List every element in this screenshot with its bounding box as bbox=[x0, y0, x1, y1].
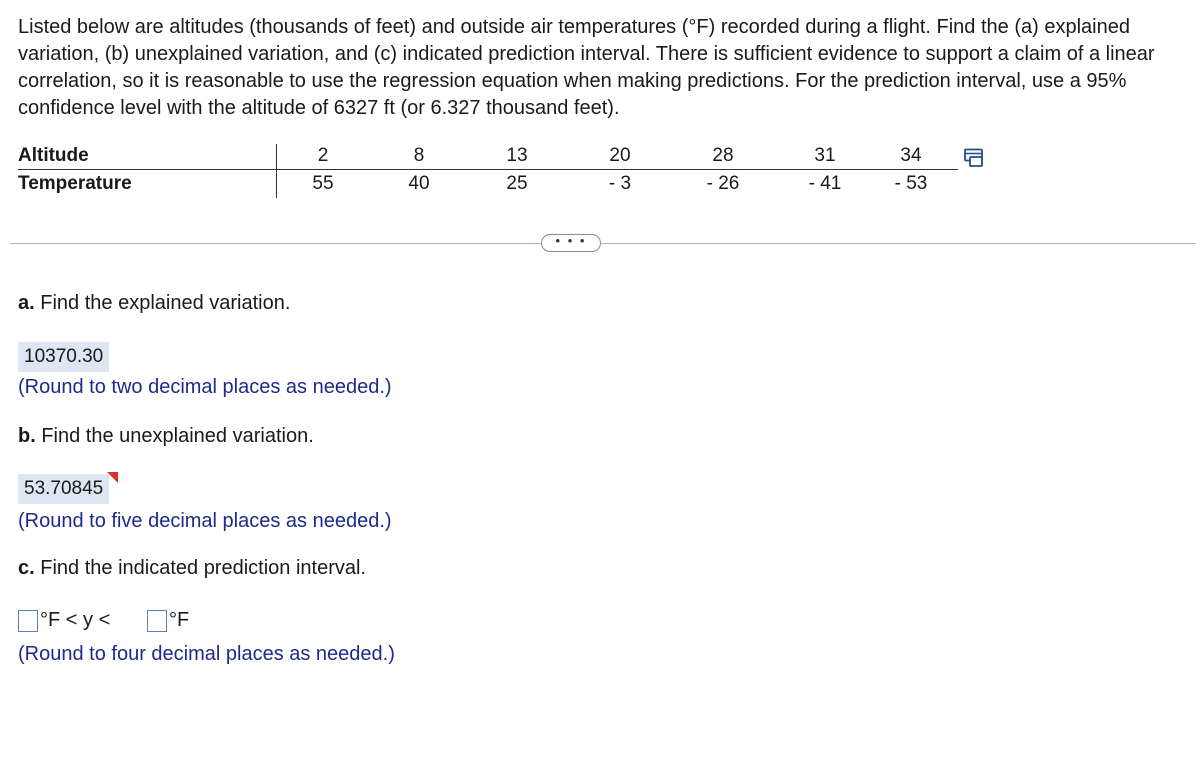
question-text: Listed below are altitudes (thousands of feet) and outside air temperatures (°F) recorded during a flight. Find the (a) explained variation, (b) unexplained variation, and (c) indicated prediction interval. There is sufficient evidence to support a claim of a linear correlation, so it is reasonable to use the regression equation when making predictions. For the prediction interval, use a 95% confidence level with the altitude of 6327 ft (or 6.327 thousand feet). bbox=[18, 16, 1155, 119]
part-b-letter: b. bbox=[18, 425, 36, 447]
temperature-cell: - 53 bbox=[894, 173, 928, 194]
part-b-answer[interactable]: 53.70845 bbox=[18, 474, 109, 504]
table-divider-horizontal bbox=[18, 169, 958, 170]
part-c-hint: (Round to four decimal places as needed.) bbox=[18, 643, 395, 665]
part-b-hint: (Round to five decimal places as needed.) bbox=[18, 510, 392, 532]
section-separator bbox=[10, 243, 1196, 244]
altitude-cell: 8 bbox=[413, 145, 425, 166]
part-a-label: Find the explained variation. bbox=[40, 292, 291, 314]
interval-upper-input[interactable] bbox=[147, 610, 167, 632]
more-options-button[interactable]: • • • bbox=[541, 234, 601, 252]
temperature-cell: 25 bbox=[506, 173, 528, 194]
temperature-cell: - 3 bbox=[608, 173, 632, 194]
part-c-label: Find the indicated prediction interval. bbox=[40, 557, 366, 579]
row-label-altitude: Altitude bbox=[18, 145, 89, 166]
altitude-cell: 13 bbox=[506, 145, 528, 166]
part-b-label: Find the unexplained variation. bbox=[41, 425, 314, 447]
part-a-prompt bbox=[18, 292, 290, 315]
part-c-prompt bbox=[18, 557, 366, 580]
interval-middle-text: °F < y < bbox=[40, 609, 111, 631]
interval-lower-input[interactable] bbox=[18, 610, 38, 632]
part-b-prompt bbox=[18, 425, 314, 448]
altitude-cell: 31 bbox=[814, 145, 836, 166]
copy-table-icon[interactable] bbox=[964, 148, 986, 168]
temperature-cell: - 41 bbox=[808, 173, 842, 194]
altitude-cell: 20 bbox=[609, 145, 631, 166]
interval-unit-text: °F bbox=[169, 609, 190, 631]
altitude-cell: 34 bbox=[900, 145, 922, 166]
table-divider-vertical bbox=[276, 144, 277, 198]
part-a-hint: (Round to two decimal places as needed.) bbox=[18, 376, 392, 398]
part-a-letter: a. bbox=[18, 292, 35, 314]
altitude-cell: 28 bbox=[712, 145, 734, 166]
row-label-temperature: Temperature bbox=[18, 173, 132, 194]
altitude-cell: 2 bbox=[317, 145, 329, 166]
incorrect-flag-icon bbox=[107, 472, 118, 483]
part-c-letter: c. bbox=[18, 557, 35, 579]
data-table bbox=[18, 142, 958, 200]
temperature-cell: 55 bbox=[312, 173, 334, 194]
temperature-cell: - 26 bbox=[706, 173, 740, 194]
temperature-cell: 40 bbox=[408, 173, 430, 194]
part-a-answer[interactable]: 10370.30 bbox=[18, 342, 109, 372]
